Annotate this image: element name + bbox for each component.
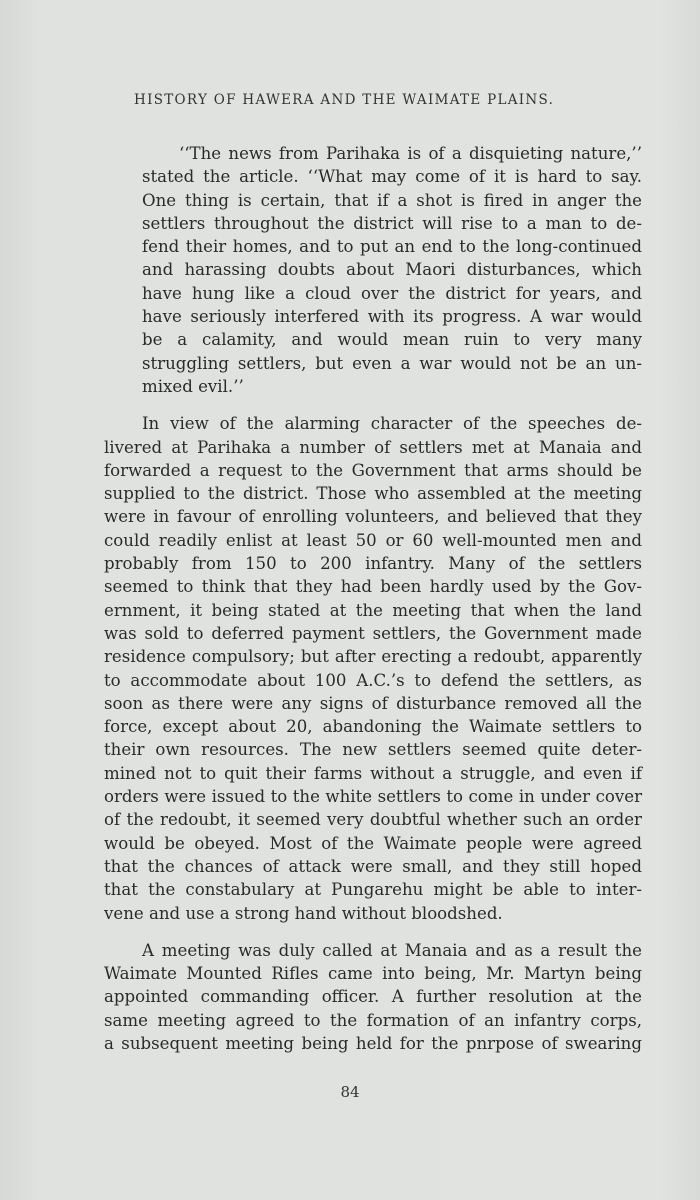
paragraph-gap bbox=[104, 925, 642, 939]
paragraph-gap bbox=[104, 398, 642, 412]
text-line: mixed evil.’’ bbox=[142, 376, 244, 396]
text-line: would be obeyed. Most of the Waimate people were agreed bbox=[104, 833, 642, 853]
text-line: could readily enlist at least 50 or 60 well-mounted men and bbox=[104, 530, 642, 550]
text-line: supplied to the district. Those who assembled at the meeting bbox=[104, 484, 642, 504]
paragraph bbox=[104, 939, 642, 1055]
page-number: 84 bbox=[340, 1083, 360, 1101]
text-line: forwarded a request to the Government that arms should be bbox=[104, 460, 642, 480]
text-line: that the chances of attack were small, and they still hoped bbox=[104, 856, 642, 876]
text-line: have hung like a cloud over the district for years, and bbox=[142, 283, 642, 303]
text-line: seemed to think that they had been hardly used by the Gov- bbox=[104, 577, 642, 597]
text-line: appointed commanding officer. A further resolution at the bbox=[104, 987, 642, 1007]
text-line: ernment, it being stated at the meeting that when the land bbox=[104, 600, 642, 620]
text-line: fend their homes, and to put an end to the long-continued bbox=[142, 237, 642, 257]
text-line: residence compulsory; but after erecting a redoubt, apparently bbox=[104, 647, 642, 667]
text-line: was sold to deferred payment settlers, the Government made bbox=[104, 623, 642, 643]
text-line: of the redoubt, it seemed very doubtful whether such an order bbox=[104, 810, 642, 830]
text-line: probably from 150 to 200 infantry. Many of the settlers bbox=[104, 554, 642, 574]
text-line: In view of the alarming character of the speeches de- bbox=[142, 414, 642, 434]
paragraph bbox=[104, 412, 642, 925]
text-line: struggling settlers, but even a war would not be an un- bbox=[142, 353, 642, 373]
text-line: have seriously interfered with its progress. A war would bbox=[142, 307, 642, 327]
text-line: stated the article. ‘‘What may come of it is hard to say. bbox=[142, 167, 642, 187]
running-head: HISTORY OF HAWERA AND THE WAIMATE PLAINS. bbox=[134, 92, 555, 108]
body-text bbox=[104, 142, 642, 1055]
text-line: A meeting was duly called at Manaia and as a result the bbox=[142, 940, 642, 960]
text-line: mined not to quit their farms without a struggle, and even if bbox=[104, 763, 642, 783]
text-line: same meeting agreed to the formation of an infantry corps, bbox=[104, 1010, 642, 1030]
text-line: force, except about 20, abandoning the Waimate settlers to bbox=[104, 717, 642, 737]
text-line: and harassing doubts about Maori disturbances, which bbox=[142, 260, 642, 280]
text-line: ‘‘The news from Parihaka is of a disquieting nature,’’ bbox=[179, 144, 642, 163]
text-line: were in favour of enrolling volunteers, and believed that they bbox=[104, 507, 642, 527]
text-line: livered at Parihaka a number of settlers met at Manaia and bbox=[104, 437, 642, 457]
text-line: vene and use a strong hand without bloodshed. bbox=[104, 903, 503, 923]
text-line: to accommodate about 100 A.C.’s to defend the settlers, as bbox=[104, 670, 642, 690]
text-line: orders were issued to the white settlers to come in under cover bbox=[104, 787, 642, 807]
text-line: a subsequent meeting being held for the pnrpose of swearing bbox=[104, 1033, 642, 1053]
text-line: soon as there were any signs of disturbance removed all the bbox=[104, 693, 642, 713]
text-line: their own resources. The new settlers seemed quite deter- bbox=[104, 740, 642, 760]
quoted-paragraph bbox=[142, 142, 642, 398]
text-line: that the constabulary at Pungarehu might be able to inter- bbox=[104, 880, 642, 900]
text-line: Waimate Mounted Rifles came into being, Mr. Martyn being bbox=[104, 964, 642, 984]
text-line: One thing is certain, that if a shot is fired in anger the bbox=[142, 190, 642, 210]
text-line: settlers throughout the district will rise to a man to de- bbox=[142, 213, 642, 233]
text-line: be a calamity, and would mean ruin to very many bbox=[142, 330, 642, 350]
